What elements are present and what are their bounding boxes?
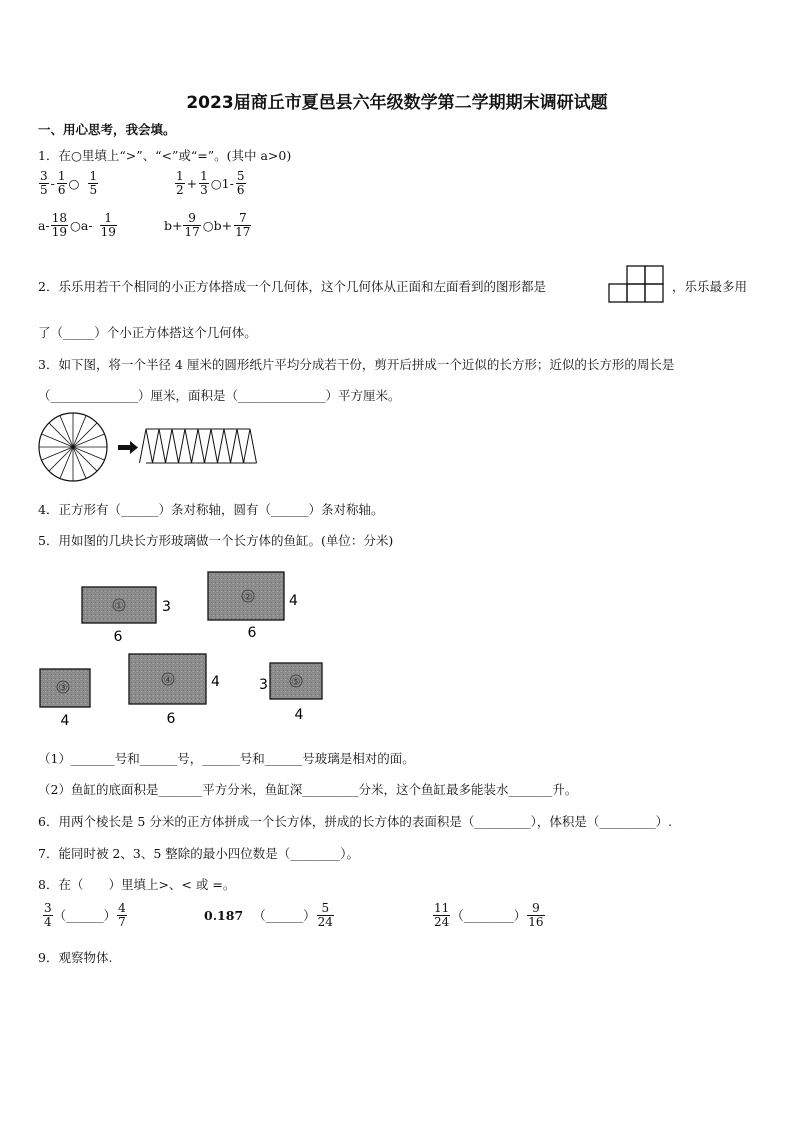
svg-text:6: 6 (247, 625, 257, 641)
glass-pieces-figure (30, 565, 330, 730)
fraction: $\frac{4}{7}$ (118, 901, 126, 929)
q8-comparison-3 (432, 902, 546, 928)
section-heading: 一、用心思考，我会填。 (38, 122, 176, 137)
svg-text:6: 6 (113, 629, 123, 645)
question-5-text: 5．用如图的几块长方形玻璃做一个长方体的鱼缸。(单位：分米) (38, 533, 394, 548)
answer-blank[interactable]: （______） (53, 908, 117, 924)
glass-piece-4 (129, 654, 220, 727)
q1-expression-1: $\frac{3}{5}$ - $\frac{1}{6}$ ○ $\frac{1}{5}$ (40, 169, 98, 197)
fraction: $\frac{9}{17}$ (184, 211, 200, 239)
question-3-text: 3．如下图，将一个半径 4 厘米的圆形纸片平均分成若干份，剪开后拼成一个近似的长方形；近似的长方形的周长是 (38, 357, 675, 372)
fraction: $\frac{1}{3}$ (200, 169, 208, 197)
fraction: $\frac{1}{5}$ (89, 169, 98, 197)
fraction: $\frac{3}{5}$ (40, 169, 48, 197)
fraction: $\frac{7}{17}$ (235, 211, 251, 239)
answer-blank[interactable]: （________） (451, 908, 527, 924)
svg-text:4: 4 (211, 674, 220, 690)
question-5-sub-1: （1）_______号和______号，______号和______号玻璃是相对的面。 (38, 751, 415, 766)
question-2-text-cont: ，乐乐最多用 (672, 279, 748, 294)
circle-to-rectangle-figure (36, 412, 266, 484)
question-3-answer-line: （______________）厘米，面积是（______________）平方厘米。 (38, 388, 401, 403)
svg-text:4: 4 (60, 713, 70, 729)
svg-text:6: 6 (166, 711, 176, 727)
fraction: $\frac{3}{4}$ (44, 901, 52, 929)
question-7-text: 7．能同时被 2、3、5 整除的最小四位数是（________）。 (38, 846, 360, 861)
q1-expression-2: $\frac{1}{2}$ + $\frac{1}{3}$ ○1- $\frac{5}{6}$ (176, 169, 245, 197)
svg-text:①: ① (114, 601, 124, 612)
fraction: $\frac{5}{6}$ (236, 169, 245, 197)
glass-piece-1 (82, 587, 171, 645)
svg-text:⑤: ⑤ (291, 677, 301, 688)
glass-piece-2 (208, 572, 298, 641)
glass-piece-5 (259, 663, 322, 723)
fraction: $\frac{1}{2}$ (176, 169, 184, 197)
question-2-text: 2．乐乐用若干个相同的小正方体搭成一个几何体，这个几何体从正面和左面看到的图形都是 (38, 279, 546, 294)
q1-expression-3: a- $\frac{18}{19}$ ○a- $\frac{1}{19}$ (38, 211, 116, 239)
svg-text:4: 4 (289, 593, 298, 609)
fraction: $\frac{5}{24}$ (317, 901, 333, 929)
svg-text:④: ④ (163, 675, 173, 686)
glass-piece-3 (40, 669, 90, 729)
page-title: 2023届商丘市夏邑县六年级数学第二学期期末调研试题 (186, 93, 608, 113)
question-1-text: 1．在○里填上“>”、“<”或“=”。(其中 a>0) (38, 148, 292, 163)
svg-text:3: 3 (162, 599, 171, 615)
fraction: $\frac{1}{19}$ (100, 211, 116, 239)
q8-comparison-2: 0.187 （______） $\frac{5}{24}$ (204, 901, 333, 929)
question-8-text: 8．在（ ）里填上>、< 或 =。 (38, 877, 236, 892)
svg-text:③: ③ (58, 683, 68, 694)
answer-blank[interactable]: （______） (253, 908, 316, 924)
approx-rectangle (140, 429, 257, 463)
question-5-sub-2: （2）鱼缸的底面积是_______平方分米，鱼缸深_________分米，这个鱼缸最多能装水_______升。 (38, 782, 578, 797)
fraction: $\frac{9}{16}$ (528, 901, 544, 929)
fraction: $\frac{18}{19}$ (51, 211, 67, 239)
svg-text:4: 4 (294, 707, 304, 723)
arrow-icon (118, 441, 138, 454)
question-6-text: 6．用两个棱长是 5 分米的正方体拼成一个长方体，拼成的长方体的表面积是（_________），体积是（_________）. (38, 814, 673, 829)
view-shape-figure (608, 265, 666, 303)
q8-comparison-1 (42, 902, 128, 928)
question-9-text: 9．观察物体. (38, 950, 113, 965)
fraction: $\frac{11}{24}$ (434, 901, 450, 929)
q1-expression-4: b+ $\frac{9}{17}$ ○b+ $\frac{7}{17}$ (164, 211, 251, 239)
svg-text:3: 3 (259, 677, 268, 693)
svg-text:②: ② (243, 592, 253, 603)
question-2-answer-line: 了（_____）个小正方体搭这个几何体。 (38, 325, 257, 340)
fraction: $\frac{1}{6}$ (57, 169, 66, 197)
question-4-text: 4．正方形有（______）条对称轴，圆有（______）条对称轴。 (38, 502, 384, 517)
